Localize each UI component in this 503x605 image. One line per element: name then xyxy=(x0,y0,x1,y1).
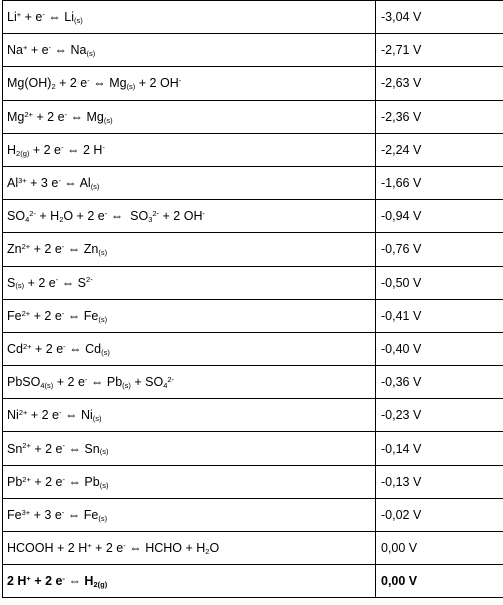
potential-value-cell: -0,14 V xyxy=(376,432,503,465)
half-reaction-cell: $Zn^{2+} + 2$ e- ⇔ $Zn_{(s)}$ xyxy=(3,233,376,266)
potential-value-cell: -0,94 V xyxy=(376,200,503,233)
table-row xyxy=(3,465,503,498)
potential-value-cell: -0,40 V xyxy=(376,332,503,365)
table-row xyxy=(3,399,503,432)
potential-value-cell: -0,13 V xyxy=(376,465,503,498)
table-row xyxy=(3,133,503,166)
potential-value-cell: -0,50 V xyxy=(376,266,503,299)
table-row xyxy=(3,366,503,399)
table-row xyxy=(3,432,503,465)
potential-value-cell: -0,36 V xyxy=(376,366,503,399)
table-row xyxy=(3,1,503,34)
table-row xyxy=(3,565,503,598)
half-reaction-cell: $Pb^{2+} + 2$ e- ⇔ $Pb_{(s)}$ xyxy=(3,465,376,498)
half-reaction-cell: $Ni^{2+} + 2$ e- ⇔ $Ni_{(s)}$ xyxy=(3,399,376,432)
half-reaction-cell: 2 H+ + 2 e- ⇔ $H_{2(g)}$ xyxy=(3,565,376,598)
potential-value-cell: -2,63 V xyxy=(376,67,503,100)
half-reaction-cell: $Al^{3+} + 3$ e- ⇔ $Al_{(s)}$ xyxy=(3,166,376,199)
potential-value-cell: -0,76 V xyxy=(376,233,503,266)
potential-value-cell: -0,41 V xyxy=(376,299,503,332)
half-reaction-cell: $Cd^{2+} + 2$ e- ⇔ $Cd_{(s)}$ xyxy=(3,332,376,365)
half-reaction-cell: $SO_4^{2-} + H_2O + 2$ e- ⇔ $SO_3^{2-} + 2$ OH- xyxy=(3,200,376,233)
potential-value-cell: -2,71 V xyxy=(376,34,503,67)
half-reaction-cell: Na+ + e- ⇔ $Na_{(s)}$ xyxy=(3,34,376,67)
table-row xyxy=(3,166,503,199)
potential-value-cell: -2,36 V xyxy=(376,100,503,133)
table-row xyxy=(3,266,503,299)
table-row xyxy=(3,34,503,67)
potential-value-cell: 0,00 V xyxy=(376,565,503,598)
table-row xyxy=(3,67,503,100)
half-reaction-cell: $Mg^{2+} + 2$ e- ⇔ $Mg_{(s)}$ xyxy=(3,100,376,133)
table-row xyxy=(3,332,503,365)
table-row xyxy=(3,498,503,531)
potential-value-cell: 0,00 V xyxy=(376,532,503,565)
table-row xyxy=(3,200,503,233)
half-reaction-cell: Li+ + e- ⇔ $Li_{(s)}$ xyxy=(3,1,376,34)
half-reaction-cell: $H_{2(g)} + 2$ e- ⇔ 2 H- xyxy=(3,133,376,166)
potential-value-cell: -2,24 V xyxy=(376,133,503,166)
half-reaction-cell: $Fe^{3+} + 3$ e- ⇔ $Fe_{(s)}$ xyxy=(3,498,376,531)
redox-potential-table xyxy=(2,0,503,598)
potential-value-cell: -0,02 V xyxy=(376,498,503,531)
potential-value-cell: -0,23 V xyxy=(376,399,503,432)
half-reaction-cell: $Fe^{2+} + 2$ e- ⇔ $Fe_{(s)}$ xyxy=(3,299,376,332)
half-reaction-cell: $Mg(OH)_2 + 2$ e- ⇔ $Mg_{(s)} + 2$ OH- xyxy=(3,67,376,100)
half-reaction-cell: HCOOH + 2 H+ + 2 e- ⇔ HCHO + $H_2O$ xyxy=(3,532,376,565)
table-body xyxy=(3,1,503,598)
table-row xyxy=(3,233,503,266)
table-row xyxy=(3,532,503,565)
table-row xyxy=(3,299,503,332)
potential-value-cell: -3,04 V xyxy=(376,1,503,34)
half-reaction-cell: $Sn^{2+} + 2$ e- ⇔ $Sn_{(s)}$ xyxy=(3,432,376,465)
half-reaction-cell: PbSO$_{4(s)}$ + 2 e- ⇔ $Pb_{(s)} + SO_4^{2-}$ xyxy=(3,366,376,399)
half-reaction-cell: $S_{(s)} + 2$ e- ⇔ $S^{2-}$ xyxy=(3,266,376,299)
table-row xyxy=(3,100,503,133)
potential-value-cell: -1,66 V xyxy=(376,166,503,199)
